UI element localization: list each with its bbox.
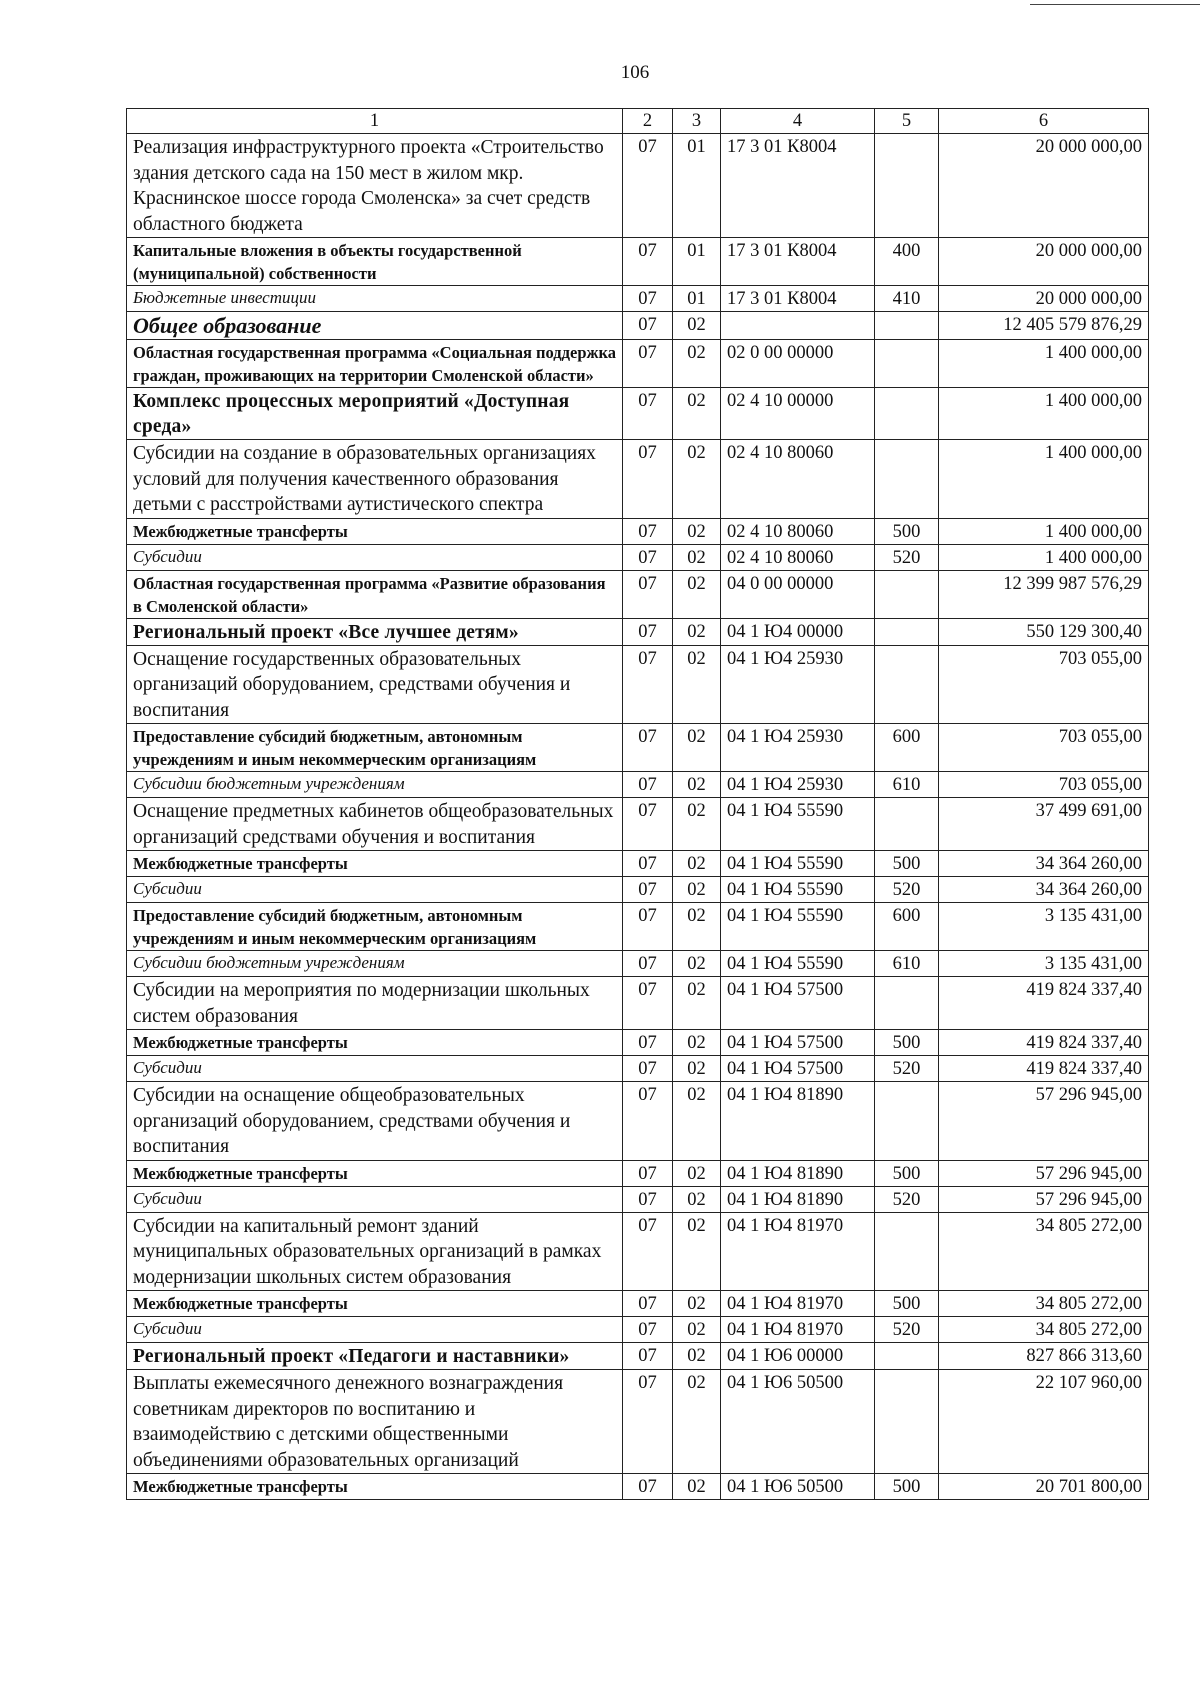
- row-name-cell: Межбюджетные трансферты: [127, 1474, 623, 1500]
- row-subsection-cell: 01: [673, 238, 721, 286]
- row-kind-cell: [875, 645, 939, 724]
- row-amount-cell: 1 400 000,00: [939, 518, 1149, 544]
- row-subsection-cell: 02: [673, 1343, 721, 1370]
- row-subsection-cell: 02: [673, 570, 721, 618]
- table-row: [127, 977, 1149, 1030]
- row-kind-cell: 600: [875, 903, 939, 951]
- row-subsection-cell: 01: [673, 286, 721, 312]
- row-section-cell: 07: [623, 977, 673, 1030]
- row-amount-cell: 703 055,00: [939, 724, 1149, 772]
- row-amount-cell: 1 400 000,00: [939, 440, 1149, 519]
- row-target-cell: 04 1 Ю4 25930: [721, 724, 875, 772]
- row-amount-cell: 703 055,00: [939, 772, 1149, 798]
- row-subsection-cell: 02: [673, 312, 721, 340]
- table-row: [127, 1056, 1149, 1082]
- row-target-cell: 17 3 01 К8004: [721, 238, 875, 286]
- row-section-cell: 07: [623, 798, 673, 851]
- row-kind-cell: 610: [875, 951, 939, 977]
- table-body: [127, 134, 1149, 1500]
- table-row: [127, 518, 1149, 544]
- row-section-cell: 07: [623, 286, 673, 312]
- row-section-cell: 07: [623, 134, 673, 238]
- row-target-cell: 02 4 10 80060: [721, 440, 875, 519]
- row-target-cell: 04 1 Ю6 00000: [721, 1343, 875, 1370]
- row-kind-cell: [875, 1370, 939, 1474]
- row-section-cell: 07: [623, 1186, 673, 1212]
- row-kind-cell: [875, 134, 939, 238]
- row-name-cell: Предоставление субсидий бюджетным, автономным учреждениям и иным некоммерческим организациям: [127, 724, 623, 772]
- row-section-cell: 07: [623, 440, 673, 519]
- row-name-cell: Субсидии на создание в образовательных организациях условий для получения качественного образования детьми с расстройствами аутистического спектра: [127, 440, 623, 519]
- row-section-cell: 07: [623, 1056, 673, 1082]
- table-row: [127, 312, 1149, 340]
- row-section-cell: 07: [623, 544, 673, 570]
- row-name-cell: Межбюджетные трансферты: [127, 1160, 623, 1186]
- row-section-cell: 07: [623, 1030, 673, 1056]
- header-col-6: 6: [939, 109, 1149, 134]
- row-amount-cell: 37 499 691,00: [939, 798, 1149, 851]
- row-kind-cell: 520: [875, 1317, 939, 1343]
- row-target-cell: 04 1 Ю4 25930: [721, 772, 875, 798]
- row-kind-cell: 400: [875, 238, 939, 286]
- row-target-cell: [721, 312, 875, 340]
- table-row: [127, 798, 1149, 851]
- row-target-cell: 04 1 Ю4 81970: [721, 1317, 875, 1343]
- table-row: [127, 951, 1149, 977]
- row-amount-cell: 12 399 987 576,29: [939, 570, 1149, 618]
- row-kind-cell: 500: [875, 1291, 939, 1317]
- table-row: [127, 772, 1149, 798]
- row-target-cell: 04 1 Ю4 57500: [721, 1056, 875, 1082]
- row-amount-cell: 20 000 000,00: [939, 238, 1149, 286]
- row-target-cell: 04 1 Ю4 55590: [721, 877, 875, 903]
- scan-edge-line: [1030, 4, 1200, 5]
- row-name-cell: Субсидии: [127, 1186, 623, 1212]
- row-kind-cell: [875, 1343, 939, 1370]
- row-amount-cell: 57 296 945,00: [939, 1082, 1149, 1161]
- row-target-cell: 02 0 00 00000: [721, 340, 875, 388]
- row-name-cell: Региональный проект «Все лучшее детям»: [127, 618, 623, 645]
- table-row: [127, 618, 1149, 645]
- row-target-cell: 02 4 10 00000: [721, 388, 875, 440]
- page-number: 106: [620, 62, 650, 83]
- row-subsection-cell: 02: [673, 1030, 721, 1056]
- row-section-cell: 07: [623, 238, 673, 286]
- header-col-4: 4: [721, 109, 875, 134]
- row-subsection-cell: 02: [673, 1186, 721, 1212]
- row-amount-cell: 550 129 300,40: [939, 618, 1149, 645]
- row-name-cell: Субсидии на капитальный ремонт зданий муниципальных образовательных организаций в рамках модернизации школьных систем образования: [127, 1212, 623, 1291]
- row-name-cell: Субсидии бюджетным учреждениям: [127, 772, 623, 798]
- row-subsection-cell: 02: [673, 851, 721, 877]
- row-subsection-cell: 02: [673, 903, 721, 951]
- row-subsection-cell: 02: [673, 340, 721, 388]
- row-name-cell: Межбюджетные трансферты: [127, 1291, 623, 1317]
- table-row: [127, 1030, 1149, 1056]
- row-name-cell: Бюджетные инвестиции: [127, 286, 623, 312]
- row-kind-cell: 520: [875, 877, 939, 903]
- row-subsection-cell: 02: [673, 388, 721, 440]
- row-amount-cell: 827 866 313,60: [939, 1343, 1149, 1370]
- row-amount-cell: 3 135 431,00: [939, 951, 1149, 977]
- row-name-cell: Межбюджетные трансферты: [127, 851, 623, 877]
- table-row: [127, 1082, 1149, 1161]
- row-name-cell: Субсидии: [127, 877, 623, 903]
- row-kind-cell: [875, 977, 939, 1030]
- row-section-cell: 07: [623, 1160, 673, 1186]
- row-kind-cell: [875, 618, 939, 645]
- row-amount-cell: 34 364 260,00: [939, 877, 1149, 903]
- row-subsection-cell: 02: [673, 724, 721, 772]
- row-name-cell: Субсидии: [127, 1317, 623, 1343]
- table-row: [127, 570, 1149, 618]
- row-name-cell: Субсидии на оснащение общеобразовательных организаций оборудованием, средствами обучения и воспитания: [127, 1082, 623, 1161]
- table-row: [127, 903, 1149, 951]
- row-subsection-cell: 02: [673, 977, 721, 1030]
- row-target-cell: 04 1 Ю4 57500: [721, 1030, 875, 1056]
- table-row: [127, 645, 1149, 724]
- row-section-cell: 07: [623, 1291, 673, 1317]
- row-amount-cell: 34 364 260,00: [939, 851, 1149, 877]
- header-col-5: 5: [875, 109, 939, 134]
- row-amount-cell: 34 805 272,00: [939, 1212, 1149, 1291]
- row-name-cell: Межбюджетные трансферты: [127, 1030, 623, 1056]
- row-kind-cell: [875, 798, 939, 851]
- row-section-cell: 07: [623, 1343, 673, 1370]
- row-section-cell: 07: [623, 951, 673, 977]
- table-row: [127, 134, 1149, 238]
- row-name-cell: Общее образование: [127, 312, 623, 340]
- row-name-cell: Региональный проект «Педагоги и наставники»: [127, 1343, 623, 1370]
- row-target-cell: 04 1 Ю4 00000: [721, 618, 875, 645]
- table-row: [127, 1186, 1149, 1212]
- row-target-cell: 17 3 01 К8004: [721, 134, 875, 238]
- row-target-cell: 04 1 Ю4 55590: [721, 903, 875, 951]
- row-subsection-cell: 02: [673, 772, 721, 798]
- row-name-cell: Субсидии на мероприятия по модернизации школьных систем образования: [127, 977, 623, 1030]
- table-row: [127, 1343, 1149, 1370]
- row-target-cell: 04 1 Ю6 50500: [721, 1370, 875, 1474]
- row-target-cell: 02 4 10 80060: [721, 544, 875, 570]
- row-name-cell: Оснащение предметных кабинетов общеобразовательных организаций средствами обучения и воспитания: [127, 798, 623, 851]
- row-name-cell: Субсидии: [127, 544, 623, 570]
- row-kind-cell: 520: [875, 544, 939, 570]
- row-kind-cell: [875, 312, 939, 340]
- row-section-cell: 07: [623, 1317, 673, 1343]
- row-target-cell: 04 1 Ю4 81970: [721, 1212, 875, 1291]
- row-subsection-cell: 02: [673, 1160, 721, 1186]
- row-section-cell: 07: [623, 518, 673, 544]
- row-subsection-cell: 02: [673, 1317, 721, 1343]
- row-subsection-cell: 02: [673, 798, 721, 851]
- row-name-cell: Реализация инфраструктурного проекта «Строительство здания детского сада на 150 мест в жилом мкр. Краснинское шоссе города Смоленска» за счет средств областного бюджета: [127, 134, 623, 238]
- row-amount-cell: 419 824 337,40: [939, 977, 1149, 1030]
- row-kind-cell: [875, 1212, 939, 1291]
- row-kind-cell: [875, 388, 939, 440]
- row-kind-cell: 500: [875, 1160, 939, 1186]
- table-row: [127, 1291, 1149, 1317]
- row-target-cell: 04 1 Ю4 57500: [721, 977, 875, 1030]
- row-amount-cell: 1 400 000,00: [939, 544, 1149, 570]
- row-kind-cell: 500: [875, 1474, 939, 1500]
- row-subsection-cell: 02: [673, 618, 721, 645]
- table-row: [127, 1160, 1149, 1186]
- row-kind-cell: [875, 570, 939, 618]
- row-subsection-cell: 02: [673, 877, 721, 903]
- row-amount-cell: 20 701 800,00: [939, 1474, 1149, 1500]
- row-amount-cell: 20 000 000,00: [939, 134, 1149, 238]
- row-subsection-cell: 02: [673, 951, 721, 977]
- row-kind-cell: [875, 1082, 939, 1161]
- table-row: [127, 388, 1149, 440]
- row-subsection-cell: 02: [673, 1291, 721, 1317]
- row-target-cell: 04 1 Ю6 50500: [721, 1474, 875, 1500]
- row-section-cell: 07: [623, 312, 673, 340]
- row-name-cell: Областная государственная программа «Развитие образования в Смоленской области»: [127, 570, 623, 618]
- row-subsection-cell: 02: [673, 544, 721, 570]
- row-kind-cell: 500: [875, 518, 939, 544]
- row-name-cell: Оснащение государственных образовательных организаций оборудованием, средствами обучения и воспитания: [127, 645, 623, 724]
- row-amount-cell: 1 400 000,00: [939, 340, 1149, 388]
- row-target-cell: 04 1 Ю4 81890: [721, 1186, 875, 1212]
- row-target-cell: 04 1 Ю4 25930: [721, 645, 875, 724]
- row-name-cell: Предоставление субсидий бюджетным, автономным учреждениям и иным некоммерческим организациям: [127, 903, 623, 951]
- row-section-cell: 07: [623, 340, 673, 388]
- row-section-cell: 07: [623, 903, 673, 951]
- row-target-cell: 04 1 Ю4 55590: [721, 798, 875, 851]
- row-section-cell: 07: [623, 570, 673, 618]
- row-amount-cell: 419 824 337,40: [939, 1056, 1149, 1082]
- row-amount-cell: 34 805 272,00: [939, 1317, 1149, 1343]
- table-row: [127, 1474, 1149, 1500]
- table-row: [127, 1212, 1149, 1291]
- row-amount-cell: 12 405 579 876,29: [939, 312, 1149, 340]
- row-kind-cell: 500: [875, 851, 939, 877]
- row-kind-cell: 500: [875, 1030, 939, 1056]
- table-row: [127, 238, 1149, 286]
- row-name-cell: Субсидии бюджетным учреждениям: [127, 951, 623, 977]
- table-row: [127, 544, 1149, 570]
- row-amount-cell: 1 400 000,00: [939, 388, 1149, 440]
- row-name-cell: Комплекс процессных мероприятий «Доступная среда»: [127, 388, 623, 440]
- row-target-cell: 04 1 Ю4 81890: [721, 1160, 875, 1186]
- row-kind-cell: 520: [875, 1186, 939, 1212]
- row-amount-cell: 20 000 000,00: [939, 286, 1149, 312]
- row-amount-cell: 57 296 945,00: [939, 1186, 1149, 1212]
- row-name-cell: Капитальные вложения в объекты государственной (муниципальной) собственности: [127, 238, 623, 286]
- row-section-cell: 07: [623, 1212, 673, 1291]
- table-row: [127, 851, 1149, 877]
- table-row: [127, 1370, 1149, 1474]
- row-amount-cell: 3 135 431,00: [939, 903, 1149, 951]
- row-section-cell: 07: [623, 851, 673, 877]
- row-subsection-cell: 02: [673, 1056, 721, 1082]
- header-col-2: 2: [623, 109, 673, 134]
- row-kind-cell: 410: [875, 286, 939, 312]
- header-col-1: 1: [127, 109, 623, 134]
- row-target-cell: 04 1 Ю4 81970: [721, 1291, 875, 1317]
- row-subsection-cell: 02: [673, 440, 721, 519]
- row-name-cell: Субсидии: [127, 1056, 623, 1082]
- row-subsection-cell: 02: [673, 1370, 721, 1474]
- row-target-cell: 02 4 10 80060: [721, 518, 875, 544]
- row-amount-cell: 419 824 337,40: [939, 1030, 1149, 1056]
- table-row: [127, 877, 1149, 903]
- row-subsection-cell: 02: [673, 1212, 721, 1291]
- row-section-cell: 07: [623, 618, 673, 645]
- row-section-cell: 07: [623, 724, 673, 772]
- row-subsection-cell: 02: [673, 518, 721, 544]
- row-target-cell: 04 1 Ю4 81890: [721, 1082, 875, 1161]
- table-row: [127, 340, 1149, 388]
- row-kind-cell: 520: [875, 1056, 939, 1082]
- row-subsection-cell: 01: [673, 134, 721, 238]
- row-amount-cell: 34 805 272,00: [939, 1291, 1149, 1317]
- row-kind-cell: [875, 440, 939, 519]
- row-section-cell: 07: [623, 772, 673, 798]
- row-amount-cell: 22 107 960,00: [939, 1370, 1149, 1474]
- row-amount-cell: 703 055,00: [939, 645, 1149, 724]
- row-target-cell: 17 3 01 К8004: [721, 286, 875, 312]
- table-row: [127, 724, 1149, 772]
- row-name-cell: Областная государственная программа «Социальная поддержка граждан, проживающих на территории Смоленской области»: [127, 340, 623, 388]
- row-section-cell: 07: [623, 645, 673, 724]
- table-row: [127, 440, 1149, 519]
- row-target-cell: 04 1 Ю4 55590: [721, 851, 875, 877]
- table-row: [127, 1317, 1149, 1343]
- row-target-cell: 04 1 Ю4 55590: [721, 951, 875, 977]
- row-subsection-cell: 02: [673, 1082, 721, 1161]
- header-col-3: 3: [673, 109, 721, 134]
- row-subsection-cell: 02: [673, 1474, 721, 1500]
- row-name-cell: Межбюджетные трансферты: [127, 518, 623, 544]
- row-section-cell: 07: [623, 1082, 673, 1161]
- table-header-row: [127, 109, 1149, 134]
- row-section-cell: 07: [623, 388, 673, 440]
- row-kind-cell: 610: [875, 772, 939, 798]
- row-kind-cell: 600: [875, 724, 939, 772]
- row-kind-cell: [875, 340, 939, 388]
- row-section-cell: 07: [623, 1474, 673, 1500]
- row-section-cell: 07: [623, 877, 673, 903]
- row-subsection-cell: 02: [673, 645, 721, 724]
- budget-table: [126, 108, 1149, 1500]
- row-amount-cell: 57 296 945,00: [939, 1160, 1149, 1186]
- row-name-cell: Выплаты ежемесячного денежного вознаграждения советникам директоров по воспитанию и взаимодействию с детскими общественными объединениями образовательных организаций: [127, 1370, 623, 1474]
- table-row: [127, 286, 1149, 312]
- row-target-cell: 04 0 00 00000: [721, 570, 875, 618]
- row-section-cell: 07: [623, 1370, 673, 1474]
